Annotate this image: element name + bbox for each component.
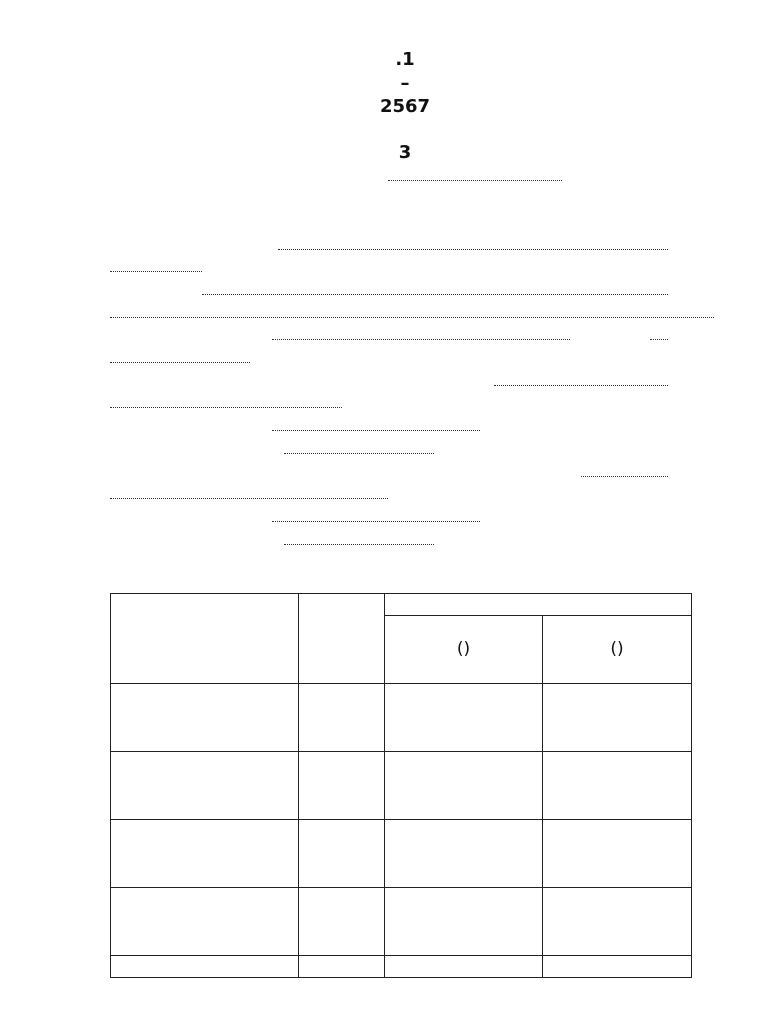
contact-field[interactable]: [272, 430, 480, 431]
table-row: [111, 820, 692, 888]
row-unit: [299, 752, 385, 820]
title-line-2: 2567: [379, 96, 431, 117]
row-value-a[interactable]: [385, 752, 543, 820]
row-item: [111, 752, 299, 820]
table-row: [111, 684, 692, 752]
row-value-b[interactable]: [543, 752, 692, 820]
title-line-4: 3: [398, 142, 412, 163]
row-unit: [299, 820, 385, 888]
title-line-1: –: [400, 73, 410, 94]
officer-sub-field[interactable]: [284, 544, 434, 545]
table-row: [111, 956, 692, 978]
officer-field[interactable]: [272, 521, 480, 522]
detail-field[interactable]: [581, 476, 668, 477]
col-header-a: (): [385, 616, 543, 684]
row-value-a[interactable]: [385, 888, 543, 956]
phone-field[interactable]: [272, 339, 570, 340]
col-header-unit: [299, 594, 385, 684]
row-item: [111, 956, 299, 978]
name-field-cont[interactable]: [110, 271, 202, 272]
phone-suffix-field[interactable]: [650, 339, 668, 340]
row-value-b[interactable]: [543, 684, 692, 752]
org-field[interactable]: [494, 385, 668, 386]
row-item: [111, 888, 299, 956]
row-unit: [299, 684, 385, 752]
data-table: [110, 593, 692, 978]
row-value-b[interactable]: [543, 888, 692, 956]
title-date-field[interactable]: [388, 180, 562, 181]
row-value-a[interactable]: [385, 820, 543, 888]
col-header-group: [385, 594, 692, 616]
row-unit: [299, 956, 385, 978]
table-row: [111, 888, 692, 956]
form-code: .1: [395, 49, 415, 70]
row-value-b[interactable]: [543, 956, 692, 978]
col-header-b: (): [543, 616, 692, 684]
org-field-cont[interactable]: [110, 407, 342, 408]
row-item: [111, 684, 299, 752]
row-unit: [299, 888, 385, 956]
row-item: [111, 820, 299, 888]
row-value-a[interactable]: [385, 956, 543, 978]
contact-sub-field[interactable]: [284, 453, 434, 454]
table-row: [111, 752, 692, 820]
address-field-cont[interactable]: [110, 317, 714, 318]
detail-field-cont[interactable]: [110, 498, 388, 499]
col-header-item: [111, 594, 299, 684]
phone-field-cont[interactable]: [110, 362, 250, 363]
name-field[interactable]: [278, 249, 668, 250]
address-field[interactable]: [202, 294, 668, 295]
row-value-b[interactable]: [543, 820, 692, 888]
row-value-a[interactable]: [385, 684, 543, 752]
